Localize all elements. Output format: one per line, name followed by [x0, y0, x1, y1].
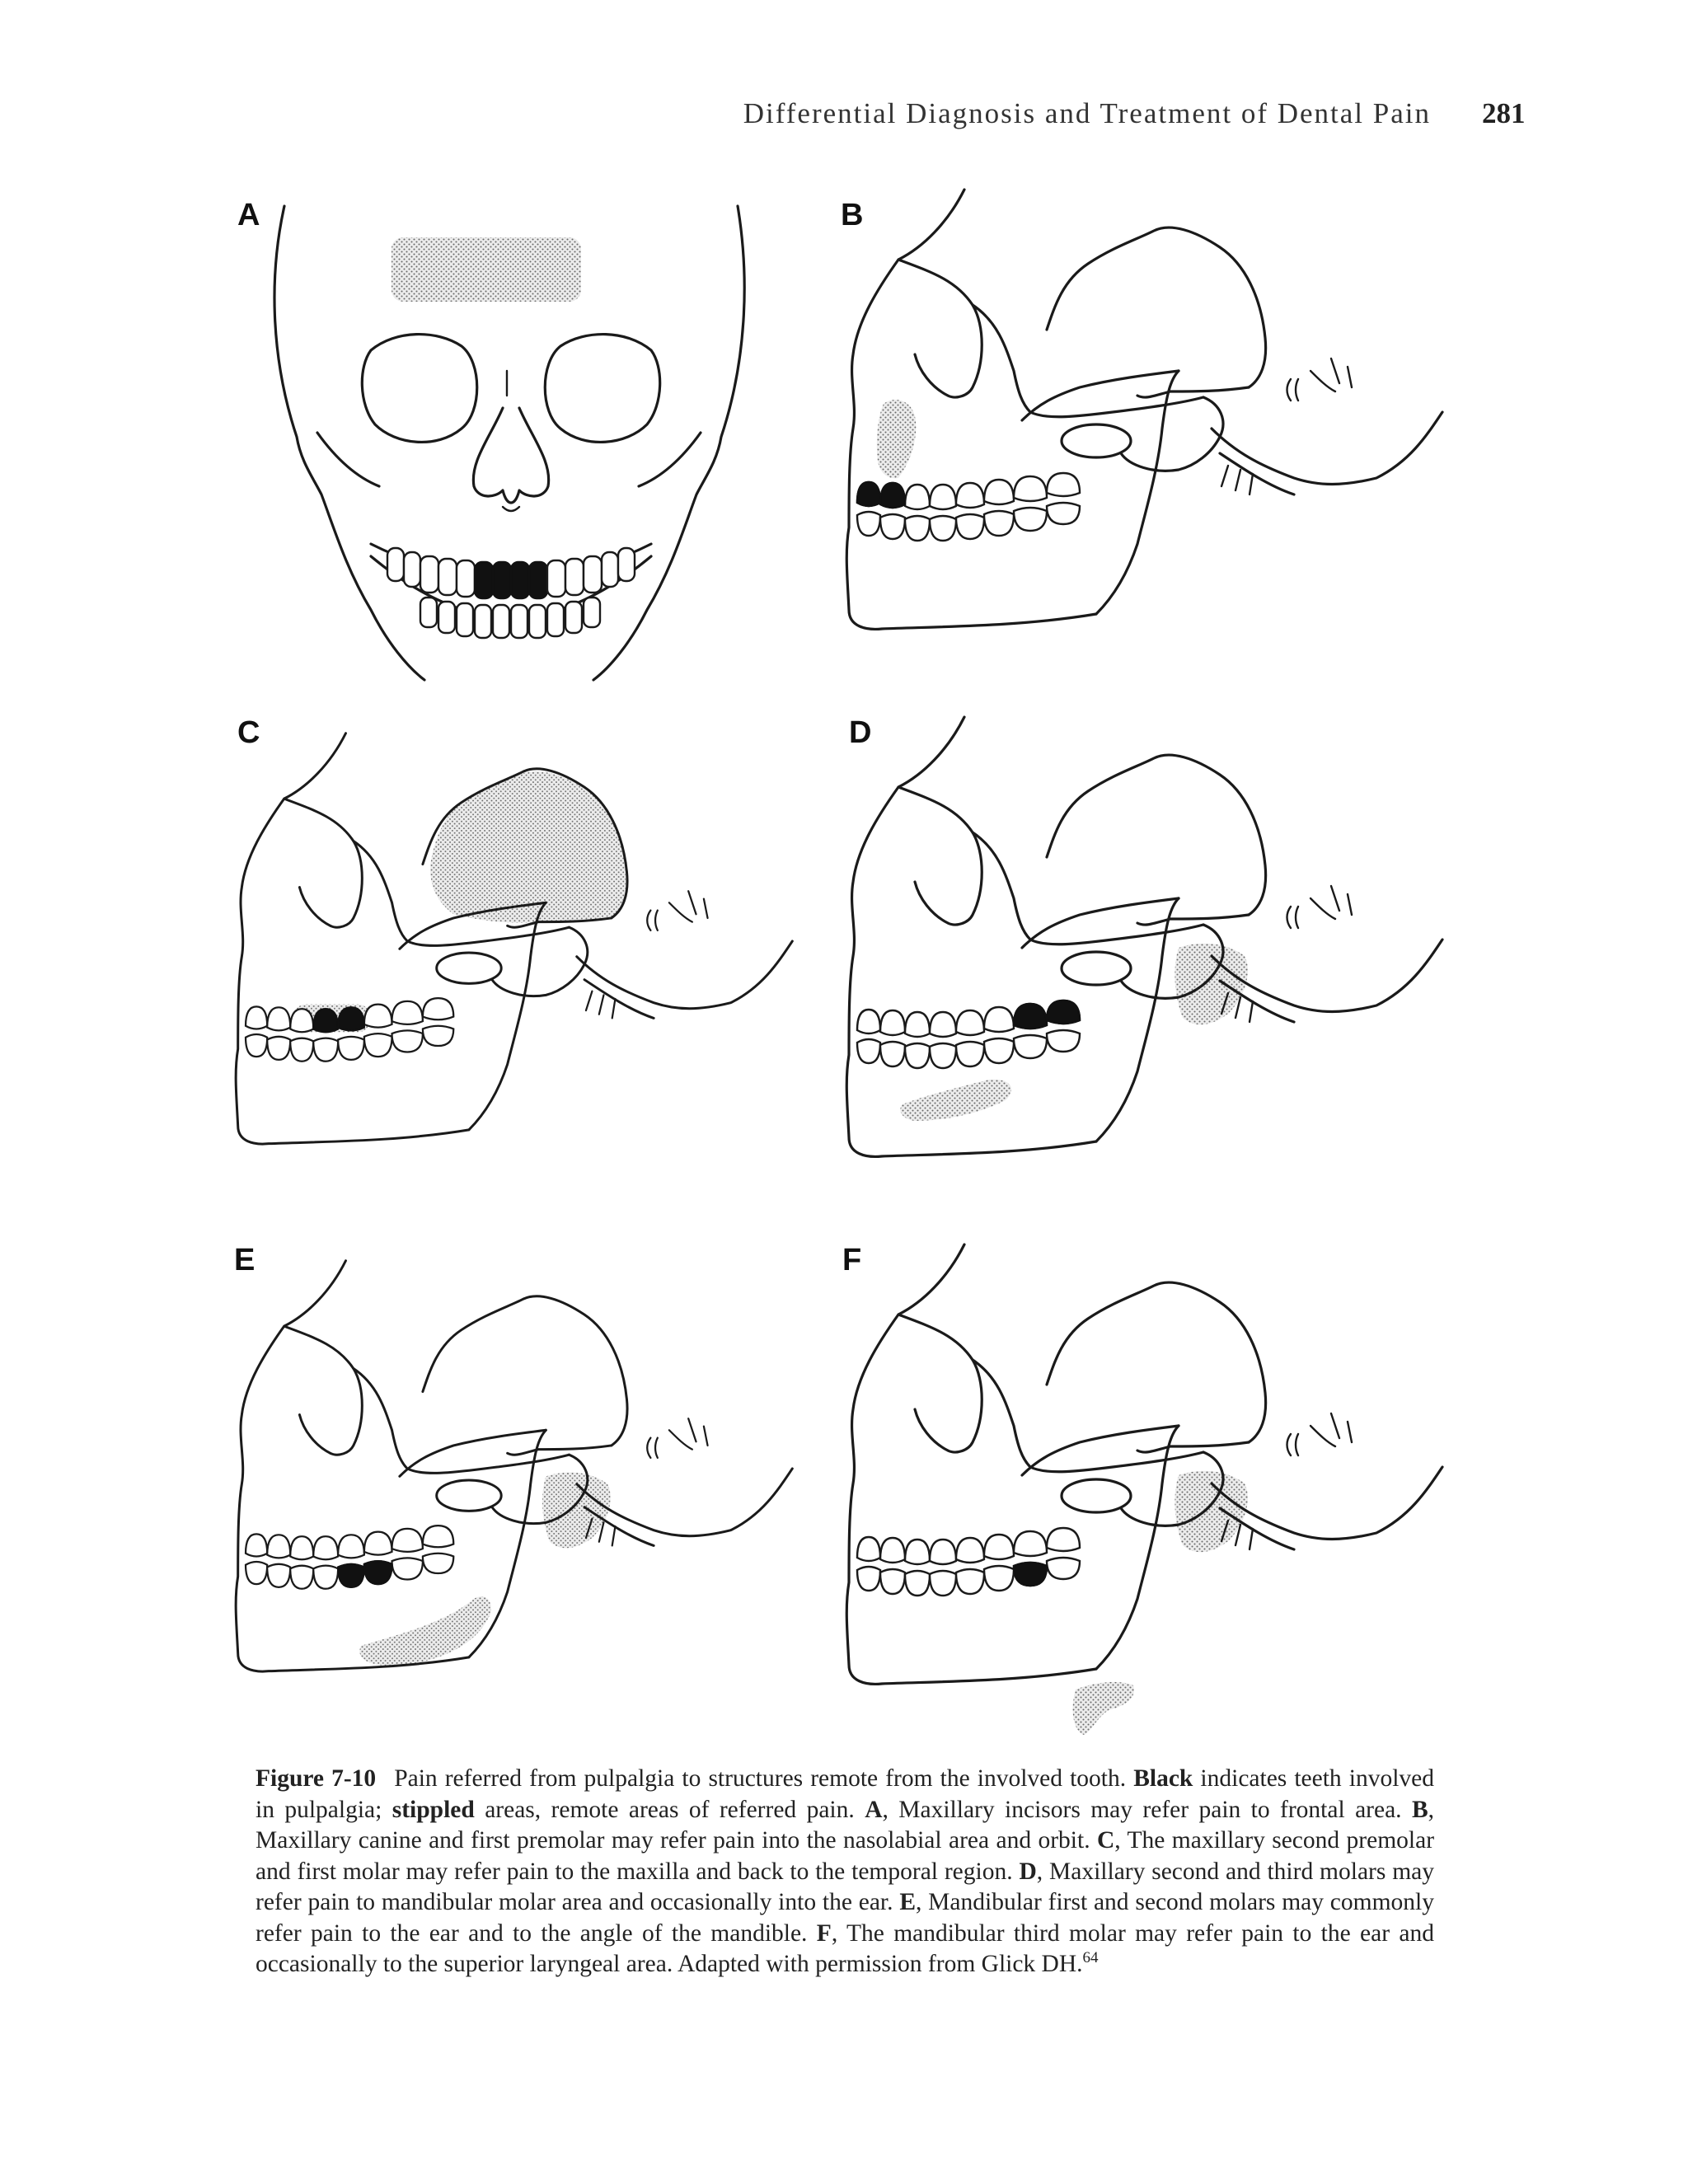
running-title: Differential Diagnosis and Treatment of Dental Pain — [743, 97, 1431, 129]
skull-lateral-illustration-e — [223, 1236, 808, 1747]
panel-e — [223, 1236, 808, 1747]
skull-lateral-illustration-f — [832, 1236, 1459, 1747]
caption-text: , The mandibular third molar may refer pain to the ear and occasionally to the superior laryngeal area. Adapted with permission from Glick DH. — [256, 1919, 1434, 1977]
black-upper-molar — [1047, 1001, 1080, 1024]
panel-d — [832, 709, 1459, 1220]
caption-text: indicates teeth involved in pulpalgia; — [256, 1765, 1435, 1823]
panel-letter-a: A — [237, 198, 260, 232]
laryngeal-stippled-area — [1073, 1682, 1134, 1735]
reference-superscript: 64 — [1082, 1949, 1099, 1967]
caption-text: , Maxillary canine and first premolar may refer pain into the nasolabial area and orbit. — [256, 1796, 1435, 1854]
black-premolar-molar — [338, 1007, 364, 1030]
caption-panel-ref: D — [1019, 1858, 1037, 1885]
caption-panel-ref: F — [816, 1919, 832, 1947]
black-upper-molar — [1014, 1004, 1047, 1029]
caption-panel-ref: E — [899, 1889, 916, 1915]
black-incisor — [511, 562, 529, 598]
black-third-molar — [1014, 1563, 1047, 1586]
panel-letter-f: F — [842, 1243, 862, 1277]
black-premolar-molar — [313, 1009, 338, 1032]
panel-letter-d: D — [849, 715, 872, 750]
black-canine-premolar — [880, 483, 905, 508]
frontal-stippled-area — [392, 237, 581, 302]
black-canine-premolar — [857, 482, 880, 506]
caption-text: , Mandibular first and second molars may commonly refer pain to the ear and to the angle of the mandible. — [256, 1889, 1434, 1947]
running-head — [0, 97, 1688, 138]
skull-lateral-illustration-c — [223, 709, 808, 1220]
caption-text: , The maxillary second premolar and first molar may refer pain to the maxilla and back to the temporal region. — [256, 1827, 1435, 1885]
panel-c — [223, 709, 808, 1220]
skull-lateral-illustration-b — [832, 181, 1459, 688]
figure-label: Figure 7-10 — [256, 1765, 377, 1792]
skull-frontal-illustration — [223, 181, 808, 688]
black-lower-molar — [338, 1564, 364, 1587]
frontal-lower-teeth — [420, 598, 600, 638]
caption-text: , Maxillary incisors may refer pain to frontal area. — [882, 1796, 1402, 1823]
caption-panel-ref: C — [1096, 1827, 1115, 1854]
caption-bold-word: stippled — [392, 1796, 475, 1823]
black-incisor — [493, 562, 511, 598]
black-incisor — [475, 562, 493, 598]
panel-a — [223, 181, 808, 688]
caption-bold-word: Black — [1133, 1765, 1193, 1792]
caption-text: Pain referred from pulpalgia to structures remote from the involved tooth. — [394, 1765, 1127, 1792]
frontal-upper-teeth — [387, 548, 635, 598]
figure-caption — [256, 1764, 1434, 1980]
nasolabial-orbit-stippled-area — [877, 400, 916, 478]
panel-letter-c: C — [237, 715, 260, 750]
panel-b — [832, 181, 1459, 688]
mandibular-molar-stippled-area — [900, 1080, 1011, 1121]
panel-letter-e: E — [234, 1243, 256, 1277]
temporal-stippled-area — [430, 771, 626, 923]
black-incisor — [529, 562, 547, 598]
panel-f — [832, 1236, 1459, 1747]
black-lower-molar — [364, 1561, 392, 1584]
caption-panel-ref: B — [1411, 1796, 1428, 1823]
page-number: 281 — [1482, 97, 1526, 129]
caption-text: areas, remote areas of referred pain. — [485, 1796, 855, 1823]
panel-letter-b: B — [841, 198, 864, 232]
caption-panel-ref: A — [865, 1796, 883, 1823]
skull-lateral-illustration-d — [832, 709, 1459, 1220]
caption-text: , Maxillary second and third molars may refer pain to mandibular molar area and occasionally into the ear. — [256, 1858, 1435, 1915]
